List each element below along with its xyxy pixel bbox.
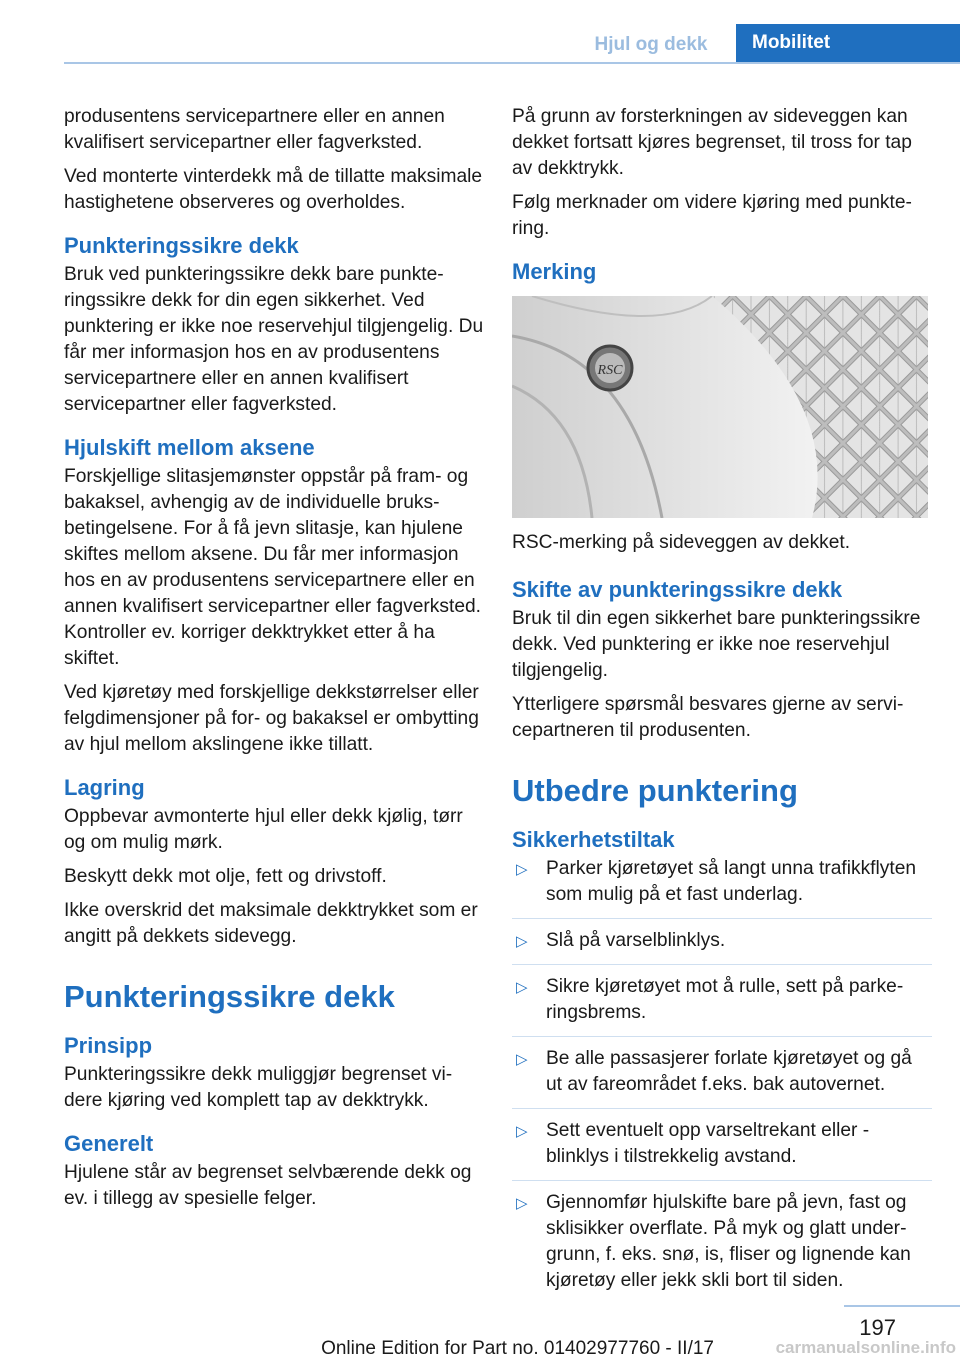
rsc-logo-icon [588,346,632,390]
right-column [512,104,932,1313]
triangle-right-icon: ▷ [516,861,528,878]
svg-text:RSC: RSC [597,363,623,378]
image-caption: RSC-merking på sideveggen av dekket. [512,532,851,553]
page-header [566,24,960,64]
safety-list [512,856,932,1304]
list-item: ▷ Slå på varselblinklys. [512,928,932,965]
triangle-right-icon: ▷ [516,979,528,996]
header-section: Hjul og dekk [594,34,708,55]
paragraph: produsentens servicepartnere eller en annen kvalifisert servicepartner eller fagverksted. [64,106,445,153]
heading-marking: Merking [512,259,597,284]
triangle-right-icon: ▷ [516,1123,528,1140]
edition-note: Online Edition for Part no. 01402977760 - II/17 [321,1338,714,1359]
paragraph: På grunn av forsterkningen av sideveggen kan dekket fortsatt kjøres begrenset, til tross for tap av dekktrykk. [512,106,912,179]
watermark: carmanualsonline.info [775,1338,956,1357]
paragraph: Ytterligere spørsmål besvares gjerne av servicepartneren til produsenten. [512,694,904,741]
paragraph: Bruk ved punkteringssikre dekk bare punkteringssikre dekk for din egen sikkerhet. Ved punktering er ikke noe reservehjul tilgjengelig. Du får mer informasjon hos en av produsentens servicepartnere eller en annen kvalifisert servicepartner eller fagverksted. [64,264,484,415]
paragraph: Beskytt dekk mot olje, fett og drivstoff. [64,866,387,887]
paragraph: Hjulene står av begrenset selvbærende dekk og ev. i tillegg av spesielle felger. [64,1162,472,1209]
list-item: ▷ Gjennomfør hjulskifte bare på jevn, fast og sklisikker overflate. På myk og glatt undergrunn, f. eks. snø, is, fliser og lignende kan kjøretøy eller jekk skli bort til siden. [516,1192,911,1291]
heading-safety: Sikkerhetstiltak [512,827,675,852]
paragraph: Ved kjøretøy med forskjellige dekkstørrelser eller felgdimensjoner på for- og bakaksel er ombytting av hjul mellom akslingene ikke tillatt. [64,682,479,755]
section-title-repair: Utbedre punktering [512,773,798,808]
paragraph: Forskjellige slitasjemønster oppstår på fram- og bakaksel, avhengig av de individuelle bruksbetingelsene. For å få jevn slitasje, kan hjulene skiftes mellom aksene. Du får mer informasjon hos en av produsentens servicepartnere eller en annen kvalifisert servicepartner eller fagverksted. Kontroller ev. korriger dekktrykket etter å ha skiftet. [64,466,481,669]
header-chapter: Mobilitet [736,24,960,64]
list-item: ▷ Sikre kjøretøyet mot å rulle, sett på parkeringsbrems. [512,974,932,1037]
paragraph: Ved monterte vinterdekk må de tillatte maksimale hastighetene observeres og overholdes. [64,166,483,213]
heading-runflat-tires: Punkteringssikre dekk [64,233,299,258]
heading-general: Generelt [64,1131,154,1156]
heading-storage: Lagring [64,775,145,800]
triangle-right-icon: ▷ [516,1051,528,1068]
paragraph: Ikke overskrid det maksimale dekktrykket som er angitt på dekkets sidevegg. [64,900,478,947]
page-number: 197 [859,1315,896,1340]
header-divider [64,62,960,64]
list-item: ▷ Sett eventuelt opp varseltrekant eller -blinklys i tilstrekkelig avstand. [512,1118,932,1181]
heading-tire-rotation: Hjulskift mellom aksene [64,435,315,460]
heading-principle: Prinsipp [64,1033,153,1058]
paragraph: Følg merknader om videre kjøring med punktering. [512,192,912,239]
list-item: ▷ Parker kjøretøyet så langt unna trafikkflyten som mulig på et fast underlag. [512,856,932,919]
paragraph: Punkteringssikre dekk muliggjør begrenset videre kjøring ved komplett tap av dekktrykk. [64,1064,453,1111]
triangle-right-icon: ▷ [516,933,528,950]
left-column [64,104,484,1220]
heading-changing-runflat: Skifte av punkteringssikre dekk [512,577,843,602]
paragraph: Bruk til din egen sikkerhet bare punkteringssikre dekk. Ved punktering er ikke noe reservehjul tilgjengelig. [512,608,921,681]
list-item: ▷ Be alle passasjerer forlate kjøretøyet og gå ut av fareområdet f.eks. bak autovernet. [512,1046,932,1109]
tire-sidewall-image [512,296,928,518]
triangle-right-icon: ▷ [516,1195,528,1212]
section-title-runflat: Punkteringssikre dekk [64,979,395,1014]
footer-divider [844,1305,960,1307]
paragraph: Oppbevar avmonterte hjul eller dekk kjølig, tørr og om mulig mørk. [64,806,463,853]
